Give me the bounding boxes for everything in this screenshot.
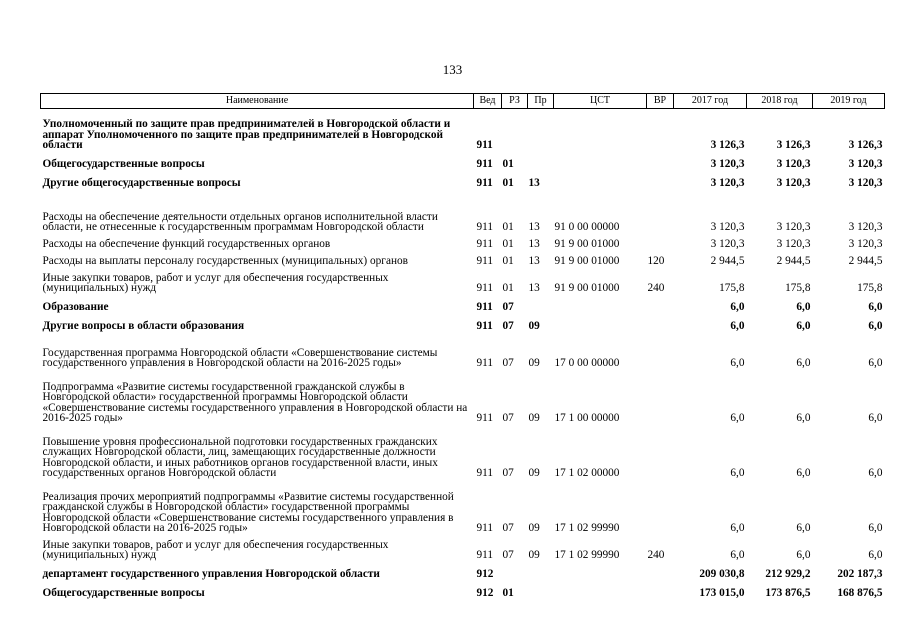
row-ved: 911 — [476, 357, 494, 369]
table-row — [41, 313, 885, 332]
row-name: Образование — [42, 301, 109, 313]
header-name: Наименование — [41, 94, 474, 109]
row-vr: 240 — [647, 549, 665, 561]
table-header-row — [41, 94, 885, 109]
row-ved: 911 — [476, 282, 494, 294]
header-vr: ВР — [647, 94, 674, 109]
table-row — [41, 580, 885, 599]
row-value-2018: 3 120,3 — [776, 238, 811, 250]
row-value-2018: 3 120,3 — [776, 158, 811, 170]
row-value-2017: 3 120,3 — [710, 158, 745, 170]
row-vr — [647, 294, 674, 313]
row-value-2018: 3 120,3 — [776, 221, 811, 233]
row-name: Другие общегосударственные вопросы — [42, 177, 241, 189]
row-rz: 07 — [502, 522, 514, 534]
row-value-2017: 3 120,3 — [710, 177, 745, 189]
row-name: Другие вопросы в области образования — [42, 320, 245, 332]
row-value-2017: 3 126,3 — [710, 139, 745, 151]
row-rz: 07 — [502, 320, 514, 332]
row-value-2019: 6,0 — [868, 412, 883, 424]
row-ved: 911 — [476, 320, 493, 332]
row-cst — [554, 313, 647, 332]
page-number: 133 — [442, 62, 463, 77]
table-row — [41, 170, 885, 189]
row-name: Подпрограмма «Развитие системы государственной гражданской службы в Новгородской области» государственной программы Новгородской области «Совершенствование системы государственного управления в Новгородской области на 2016-2025 годы» — [42, 380, 468, 424]
row-ved: 912 — [476, 568, 494, 580]
row-vr — [647, 580, 674, 599]
row-pr: 13 — [528, 282, 540, 294]
row-vr: 120 — [647, 255, 665, 267]
row-value-2019: 175,8 — [857, 282, 883, 294]
row-rz — [502, 109, 528, 151]
table-row — [41, 233, 885, 250]
row-ved: 911 — [476, 139, 493, 151]
row-value-2018: 2 944,5 — [776, 255, 811, 267]
row-rz: 07 — [502, 467, 514, 479]
row-value-2019: 3 126,3 — [848, 139, 883, 151]
header-ved: Вед — [474, 94, 502, 109]
row-cst: 17 1 00 00000 — [554, 412, 620, 424]
row-ved: 911 — [476, 238, 494, 250]
row-pr: 09 — [528, 549, 540, 561]
row-rz: 07 — [502, 412, 514, 424]
table-row — [41, 424, 885, 479]
row-vr — [647, 233, 674, 250]
row-cst: 17 1 02 99990 — [554, 549, 620, 561]
row-value-2017: 6,0 — [730, 357, 745, 369]
table-row — [41, 189, 885, 233]
row-value-2017: 6,0 — [730, 522, 745, 534]
row-cst — [554, 561, 647, 580]
row-cst: 91 9 00 01000 — [554, 282, 620, 294]
table-row — [41, 267, 885, 294]
row-cst — [554, 170, 647, 189]
row-rz — [502, 561, 528, 580]
row-name: Повышение уровня профессиональной подготовки государственных гражданских служащих Новгородской области, лиц, замещающих государственные должности Новгородской области, и иных работников органов государственной власти, иных государственных органов Новгородской области — [42, 435, 438, 479]
header-rz: РЗ — [502, 94, 528, 109]
row-vr — [647, 109, 674, 151]
table-row — [41, 534, 885, 561]
row-vr — [647, 479, 674, 534]
row-pr: 09 — [528, 357, 540, 369]
row-value-2018: 6,0 — [796, 412, 811, 424]
table-row — [41, 479, 885, 534]
row-cst: 17 1 02 00000 — [554, 467, 620, 479]
row-vr — [647, 424, 674, 479]
row-ved: 911 — [476, 301, 493, 313]
row-vr — [647, 561, 674, 580]
header-2017: 2017 год — [674, 94, 747, 109]
header-cst: ЦСТ — [554, 94, 647, 109]
row-value-2018: 173 876,5 — [765, 587, 811, 599]
row-value-2017: 6,0 — [730, 320, 745, 332]
row-vr: 240 — [647, 282, 665, 294]
table-row — [41, 369, 885, 424]
row-rz: 07 — [502, 357, 514, 369]
row-rz: 01 — [502, 587, 514, 599]
row-pr — [528, 580, 554, 599]
row-value-2017: 6,0 — [730, 467, 745, 479]
row-pr: 09 — [528, 467, 540, 479]
row-name: Иные закупки товаров, работ и услуг для обеспечения государственных (муниципальных) нужд — [42, 538, 389, 561]
row-value-2019: 168 876,5 — [837, 587, 883, 599]
row-cst — [554, 151, 647, 170]
table-row — [41, 109, 885, 151]
budget-table — [40, 93, 885, 599]
row-cst: 91 9 00 01000 — [554, 238, 620, 250]
row-value-2017: 2 944,5 — [710, 255, 745, 267]
row-rz: 07 — [502, 549, 514, 561]
row-pr: 13 — [528, 255, 540, 267]
row-value-2019: 202 187,3 — [837, 568, 883, 580]
row-value-2018: 6,0 — [796, 549, 811, 561]
row-ved: 911 — [476, 158, 493, 170]
row-vr — [647, 170, 674, 189]
table-row — [41, 151, 885, 170]
row-value-2017: 3 120,3 — [710, 221, 745, 233]
row-value-2018: 6,0 — [796, 301, 811, 313]
row-cst: 17 0 00 00000 — [554, 357, 620, 369]
row-ved: 911 — [476, 255, 494, 267]
row-name: Уполномоченный по защите прав предпринимателей в Новгородской области и аппарат Уполномоченного по защите прав предпринимателей в Новгородской области — [42, 118, 451, 151]
row-value-2018: 212 929,2 — [765, 568, 811, 580]
row-cst: 91 0 00 00000 — [554, 221, 620, 233]
row-value-2018: 6,0 — [796, 320, 811, 332]
row-rz: 01 — [502, 282, 514, 294]
row-ved: 911 — [476, 467, 494, 479]
row-vr — [647, 313, 674, 332]
row-rz: 07 — [502, 301, 514, 313]
row-cst — [554, 580, 647, 599]
row-value-2017: 6,0 — [730, 301, 745, 313]
row-vr — [647, 151, 674, 170]
header-pr: Пр — [528, 94, 554, 109]
row-ved: 911 — [476, 549, 494, 561]
row-name: департамент государственного управления Новгородской области — [42, 568, 380, 580]
row-name: Расходы на обеспечение деятельности отдельных органов исполнительной власти области, не отнесенные к государственным программам Новгородской области — [42, 210, 438, 233]
row-value-2019: 6,0 — [868, 549, 883, 561]
row-value-2018: 3 120,3 — [776, 177, 811, 189]
row-value-2018: 3 126,3 — [776, 139, 811, 151]
row-pr: 13 — [528, 238, 540, 250]
row-value-2017: 173 015,0 — [699, 587, 745, 599]
row-pr — [528, 294, 554, 313]
row-rz: 01 — [502, 221, 514, 233]
row-cst — [554, 109, 647, 151]
row-rz: 01 — [502, 158, 514, 170]
row-pr — [528, 561, 554, 580]
row-value-2017: 6,0 — [730, 412, 745, 424]
row-value-2019: 6,0 — [868, 320, 883, 332]
row-value-2017: 3 120,3 — [710, 238, 745, 250]
row-value-2019: 3 120,3 — [848, 177, 883, 189]
table-row — [41, 332, 885, 369]
table-row — [41, 561, 885, 580]
row-name: Иные закупки товаров, работ и услуг для обеспечения государственных (муниципальных) нужд — [42, 271, 389, 294]
row-pr: 09 — [528, 412, 540, 424]
row-value-2019: 3 120,3 — [848, 158, 883, 170]
header-2018: 2018 год — [747, 94, 813, 109]
row-ved: 911 — [476, 221, 494, 233]
table-row — [41, 294, 885, 313]
row-value-2017: 175,8 — [719, 282, 745, 294]
row-pr — [528, 109, 554, 151]
row-ved: 912 — [476, 587, 494, 599]
row-name: Расходы на обеспечение функций государственных органов — [42, 238, 331, 250]
row-ved: 911 — [476, 412, 494, 424]
row-value-2019: 6,0 — [868, 467, 883, 479]
table-row — [41, 250, 885, 267]
row-name: Реализация прочих мероприятий подпрограммы «Развитие системы государственной гражданской службы в Новгородской области» государственной программы Новгородской области «Совершенствование системы государственного управления в Новгородской области на 2016-2025 годы» — [42, 490, 454, 534]
row-value-2019: 3 120,3 — [848, 238, 883, 250]
row-value-2019: 6,0 — [868, 301, 883, 313]
row-value-2018: 6,0 — [796, 467, 811, 479]
row-value-2018: 6,0 — [796, 357, 811, 369]
row-value-2019: 6,0 — [868, 522, 883, 534]
row-cst — [554, 294, 647, 313]
row-name: Расходы на выплаты персоналу государственных (муниципальных) органов — [42, 255, 408, 267]
row-pr: 13 — [528, 177, 540, 189]
row-ved: 911 — [476, 522, 494, 534]
row-value-2018: 6,0 — [796, 522, 811, 534]
row-cst: 91 9 00 01000 — [554, 255, 620, 267]
row-ved: 911 — [476, 177, 493, 189]
row-rz: 01 — [502, 177, 514, 189]
row-name: Общегосударственные вопросы — [42, 587, 205, 599]
row-name: Государственная программа Новгородской области «Совершенствование системы государственного управления в Новгородской области на 2016-2025 годы» — [42, 346, 438, 369]
row-value-2018: 175,8 — [785, 282, 811, 294]
row-vr — [647, 332, 674, 369]
row-value-2019: 6,0 — [868, 357, 883, 369]
row-name: Общегосударственные вопросы — [42, 158, 205, 170]
row-value-2019: 2 944,5 — [848, 255, 883, 267]
row-value-2017: 6,0 — [730, 549, 745, 561]
row-value-2019: 3 120,3 — [848, 221, 883, 233]
row-rz: 01 — [502, 238, 514, 250]
row-vr — [647, 189, 674, 233]
row-cst: 17 1 02 99990 — [554, 522, 620, 534]
row-value-2017: 209 030,8 — [699, 568, 745, 580]
row-pr: 13 — [528, 221, 540, 233]
row-vr — [647, 369, 674, 424]
row-pr: 09 — [528, 522, 540, 534]
row-rz: 01 — [502, 255, 514, 267]
row-pr — [528, 151, 554, 170]
header-2019: 2019 год — [813, 94, 885, 109]
row-pr: 09 — [528, 320, 540, 332]
